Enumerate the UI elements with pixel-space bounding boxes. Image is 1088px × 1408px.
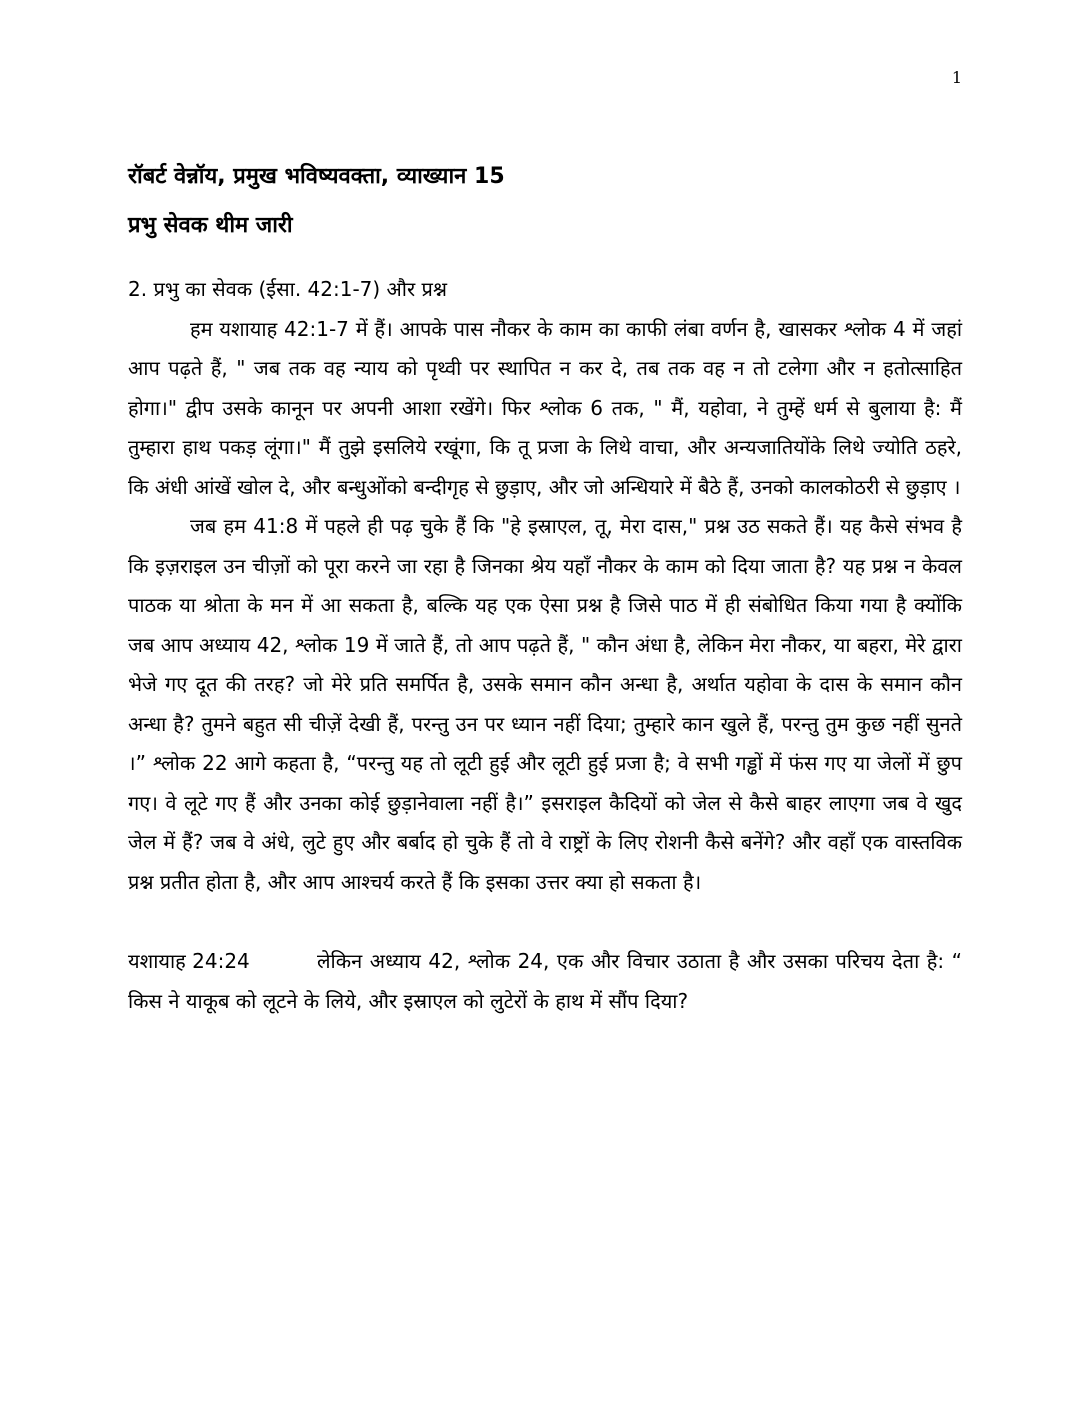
page-subtitle: प्रभु सेवक थीम जारी	[128, 213, 293, 238]
paragraph-3-text: लेकिन अध्याय 42, श्लोक 24, एक और विचार उठाता है और उसका परिचय देता है: “ किस ने याकूब को लूटने के लिये, और इस्राएल को लुटेरों के हाथ में सौंप दिया?	[128, 949, 962, 1013]
page-number: 1	[951, 68, 962, 87]
paragraph-gap	[128, 902, 962, 942]
reference-label: यशायाह 24:24	[128, 949, 250, 973]
paragraph-3	[128, 942, 962, 1021]
document-header	[128, 152, 968, 250]
paragraph-1: हम यशायाह 42:1-7 में हैं। आपके पास नौकर के काम का काफी लंबा वर्णन है, खासकर श्लोक 4 में जहां आप पढ़ते हैं, " जब तक वह न्याय को पृथ्वी पर स्थापित न कर दे, तब तक वह न तो टलेगा और न हतोत्साहित होगा।" द्वीप उसके कानून पर अपनी आशा रखेंगे। फिर श्लोक 6 तक, " मैं, यहोवा, ने तुम्हें धर्म से बुलाया है: मैं तुम्हारा हाथ पकड़ लूंगा।" मैं तुझे इसलिये रखूंगा, कि तू प्रजा के लिथे वाचा, और अन्यजातियोंके लिथे ज्योति ठहरे, कि अंधी आंखें खोल दे, और बन्धुओंको बन्दीगृह से छुड़ाए, और जो अन्धियारे में बैठे हैं, उनको कालकोठरी से छुड़ाए ।	[128, 316, 962, 499]
document-body	[128, 270, 962, 1021]
page-title: रॉबर्ट वेन्नॉय, प्रमुख भविष्यवक्ता, व्याख्यान 15	[128, 164, 505, 189]
section-heading: 2. प्रभु का सेवक (ईसा. 42:1-7) और प्रश्न	[128, 277, 448, 301]
paragraph-2: जब हम 41:8 में पहले ही पढ़ चुके हैं कि "हे इस्राएल, तू, मेरा दास," प्रश्न उठ सकते हैं। यह कैसे संभव है कि इज़राइल उन चीज़ों को पूरा करने जा रहा है जिनका श्रेय यहाँ नौकर के काम को दिया जाता है? यह प्रश्न न केवल पाठक या श्रोता के मन में आ सकता है, बल्कि यह एक ऐसा प्रश्न है जिसे पाठ में ही संबोधित किया गया है क्योंकि जब आप अध्याय 42, श्लोक 19 में जाते हैं, तो आप पढ़ते हैं, " कौन अंधा है, लेकिन मेरा नौकर, या बहरा, मेरे द्वारा भेजे गए दूत की तरह? जो मेरे प्रति समर्पित है, उसके समान कौन अन्धा है, अर्थात यहोवा के दास के समान कौन अन्धा है? तुमने बहुत सी चीज़ें देखी हैं, परन्तु उन पर ध्यान नहीं दिया; तुम्हारे कान खुले हैं, परन्तु तुम कुछ नहीं सुनते ।” श्लोक 22 आगे कहता है, “परन्तु यह तो लूटी हुई और लूटी हुई प्रजा है; वे सभी गड्ढों में फंस गए या जेलों में छुप गए। वे लूटे गए हैं और उनका कोई छुड़ानेवाला नहीं है।” इसराइल कैदियों को जेल से कैसे बाहर लाएगा जब वे खुद जेल में हैं? जब वे अंधे, लुटे हुए और बर्बाद हो चुके हैं तो वे राष्ट्रों के लिए रोशनी कैसे बनेंगे? और वहाँ एक वास्तविक प्रश्न प्रतीत होता है, और आप आश्चर्य करते हैं कि इसका उत्तर क्या हो सकता है।	[128, 514, 962, 894]
